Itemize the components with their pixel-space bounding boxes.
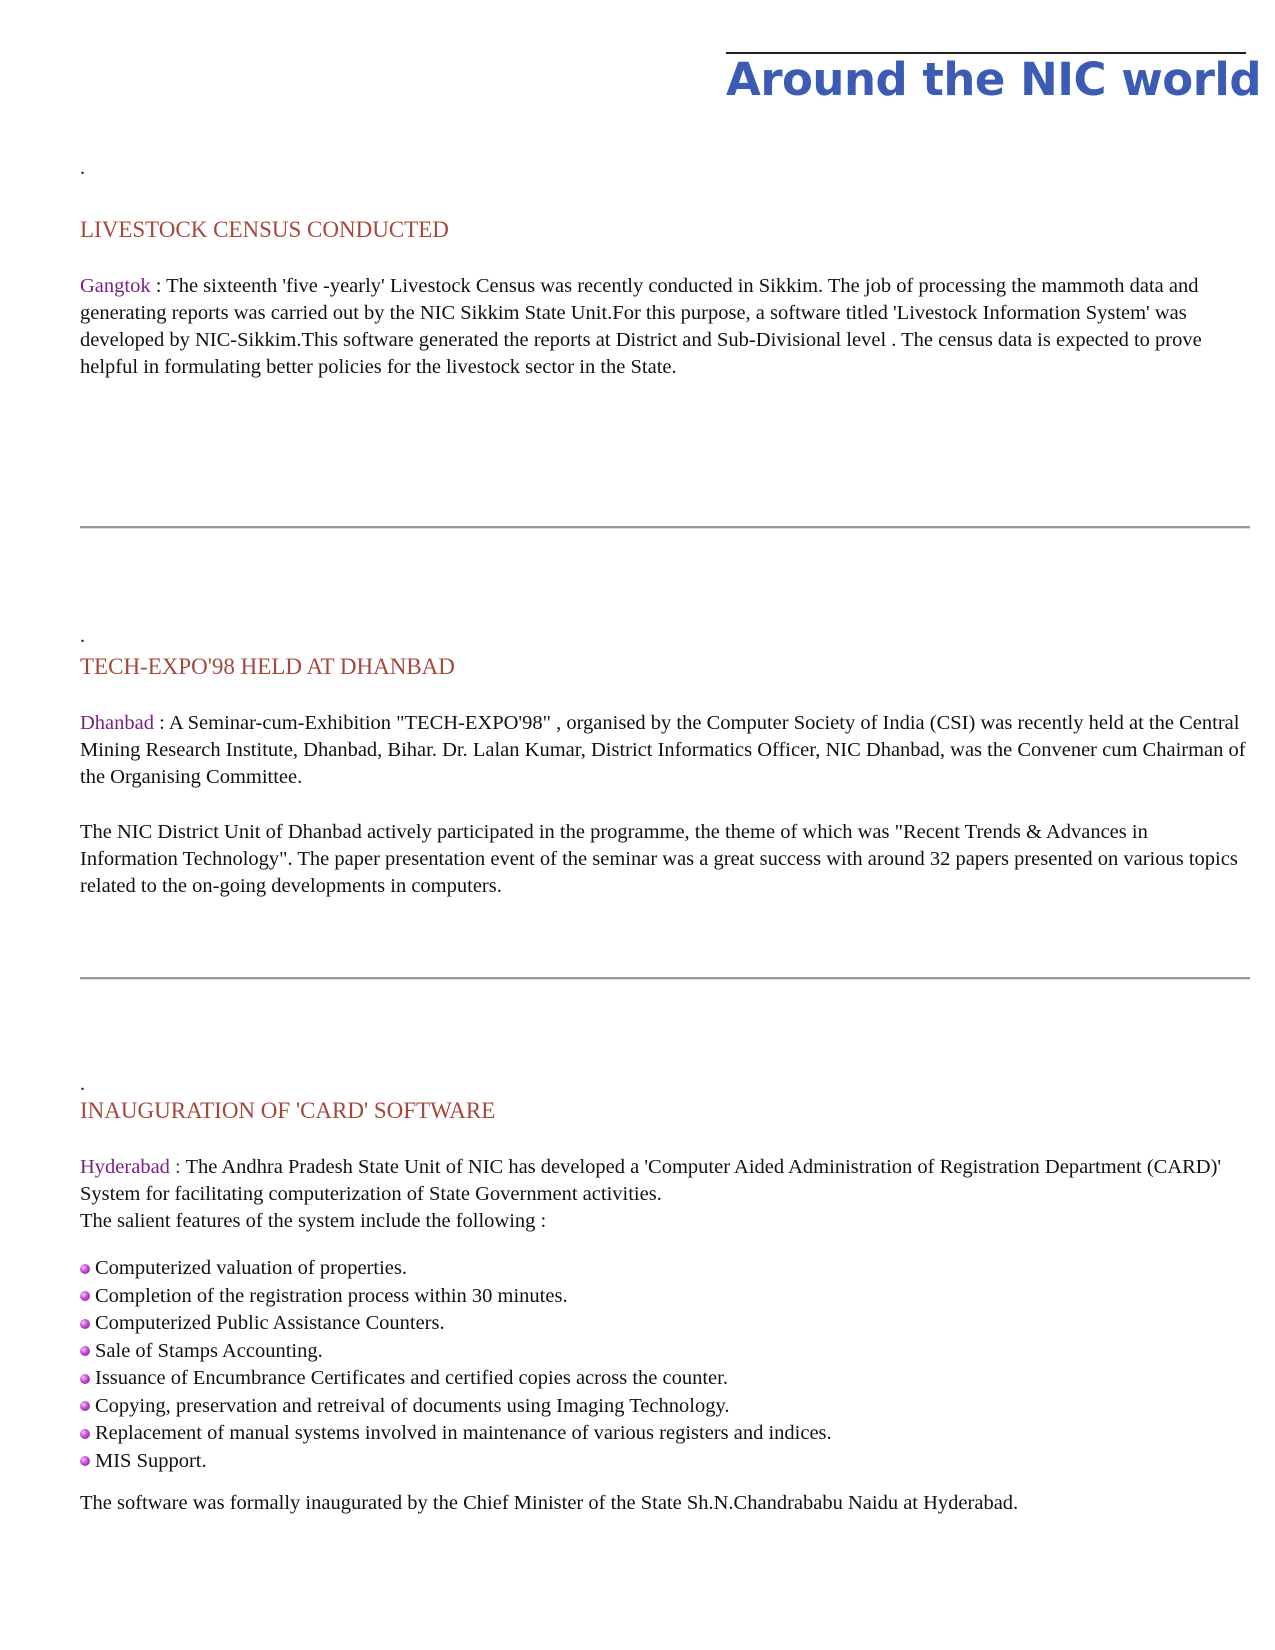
article-paragraph: : A Seminar-cum-Exhibition "TECH-EXPO'98" , organised by the Computer Society of India (CSI) was recently held at the Central Mining Research Institute, Dhanbad, Bihar. Dr. Lalan Kumar, District Informatics Officer, NIC Dhanbad, was the Convener cum Chairman of the Organising Committee. [80,712,1246,788]
bullet-icon [80,1401,90,1411]
bullet-icon [80,1429,90,1439]
article-paragraph: The Andhra Pradesh State Unit of NIC has developed a 'Computer Aided Administration of Registration Department (CARD)' System for facilitating computerization of State Government activities. [80,1156,1222,1205]
dateline-place: Dhanbad [80,712,155,734]
dateline-place: Hyderabad : [80,1156,181,1178]
section-divider [80,977,1250,980]
list-item: Completion of the registration process within 30 minutes. [80,1283,1250,1311]
list-item: Computerized Public Assistance Counters. [80,1310,1250,1338]
article-headline-livestock: LIVESTOCK CENSUS CONDUCTED [80,217,449,242]
bullet-icon [80,1319,90,1329]
list-item: MIS Support. [80,1448,1250,1476]
masthead-title: Around the NIC world [726,53,1262,106]
masthead [726,52,1262,106]
article-body-card [80,1154,1250,1235]
article-body-livestock [80,273,1250,381]
bullet-icon [80,1346,90,1356]
bullet-icon [80,1291,90,1301]
list-item: Issuance of Encumbrance Certificates and certified copies across the counter. [80,1365,1250,1393]
bullet-icon [80,1456,90,1466]
article-body-techexpo [80,710,1250,791]
article-paragraph: The salient features of the system include the following : [80,1210,547,1232]
article-dot: . [80,1073,85,1095]
list-item: Replacement of manual systems involved in maintenance of various registers and indices. [80,1420,1250,1448]
article-dot: . [80,157,85,179]
list-item: Copying, preservation and retreival of documents using Imaging Technology. [80,1393,1250,1421]
article-dot: . [80,625,85,647]
list-item: Computerized valuation of properties. [80,1255,1250,1283]
article-closing: The software was formally inaugurated by the Chief Minister of the State Sh.N.Chandrababu Naidu at Hyderabad. [80,1492,1019,1514]
feature-list [80,1255,1250,1475]
article-headline-techexpo: TECH-EXPO'98 HELD AT DHANBAD [80,654,455,679]
bullet-icon [80,1264,90,1274]
article-paragraph: : The sixteenth 'five -yearly' Livestock Census was recently conducted in Sikkim. The job of processing the mammoth data and generating reports was carried out by the NIC Sikkim State Unit.For this purpose, a software titled 'Livestock Information System' was developed by NIC-Sikkim.This software generated the reports at District and Sub-Divisional level . The census data is expected to prove helpful in formulating better policies for the livestock sector in the State. [80,275,1202,378]
list-item: Sale of Stamps Accounting. [80,1338,1250,1366]
dateline-place: Gangtok [80,275,151,297]
article-headline-card: INAUGURATION OF 'CARD' SOFTWARE [80,1098,496,1123]
bullet-icon [80,1374,90,1384]
section-divider [80,526,1250,529]
article-paragraph: The NIC District Unit of Dhanbad actively participated in the programme, the theme of which was "Recent Trends & Advances in Information Technology". The paper presentation event of the seminar was a great success with around 32 papers presented on various topics related to the on-going developments in computers. [80,821,1238,897]
